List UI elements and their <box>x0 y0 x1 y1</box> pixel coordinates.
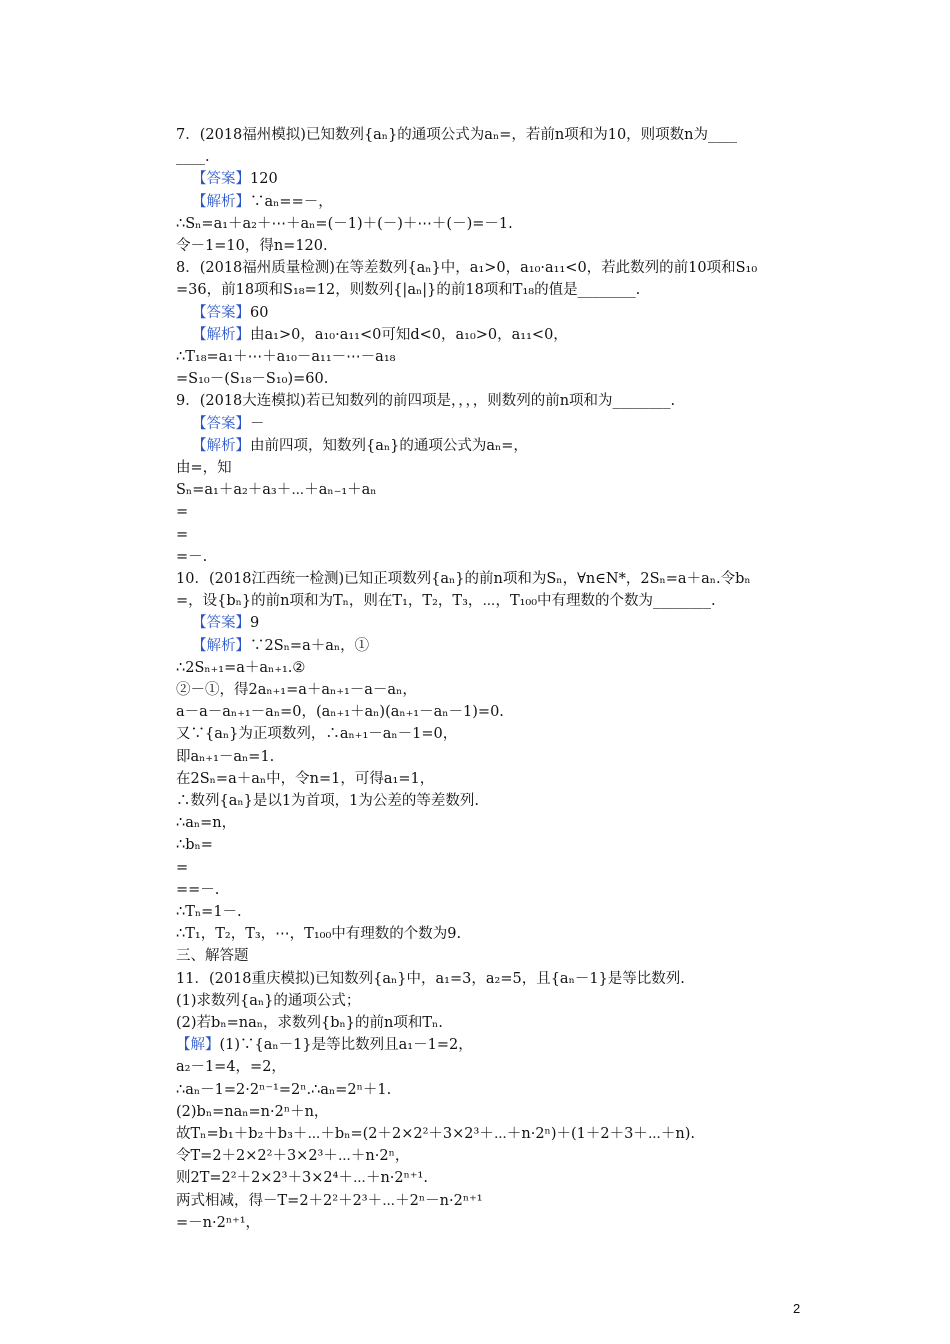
text-line <box>176 790 816 812</box>
line-text: = <box>176 504 189 521</box>
line-text: 又∵{aₙ}为正项数列，∴aₙ₊₁－aₙ－1=0， <box>176 726 458 743</box>
line-text: 9 <box>250 615 260 632</box>
text-line <box>176 124 816 146</box>
text-line <box>176 346 816 368</box>
line-text: 120 <box>250 171 278 188</box>
text-line <box>176 479 816 501</box>
text-line <box>176 235 816 257</box>
text-line <box>176 1212 816 1234</box>
text-line <box>176 1190 816 1212</box>
line-text: 令T=2＋2×2²＋3×2³＋⋯＋n·2ⁿ， <box>176 1148 410 1165</box>
line-text: ∵aₙ==－， <box>250 193 333 210</box>
line-text: ==－. <box>176 881 220 898</box>
text-line <box>176 812 816 834</box>
line-text: 在2Sₙ=a＋aₙ中，令n=1，可得a₁=1， <box>176 770 435 787</box>
text-line <box>176 657 816 679</box>
text-line <box>176 213 816 235</box>
text-line <box>176 834 816 856</box>
line-text: 8．(2018福州质量检测)在等差数列{aₙ}中，a₁>0，a₁₀·a₁₁<0，若此数列的前10项和S₁₀ <box>176 260 758 277</box>
line-text: 由前四项，知数列{aₙ}的通项公式为aₙ=， <box>250 437 528 454</box>
line-text: ∴2Sₙ₊₁=a＋aₙ₊₁.② <box>176 659 306 676</box>
line-text: = <box>176 859 189 876</box>
line-text: ∴T₁，T₂，T₃，⋯，T₁₀₀中有理数的个数为9. <box>176 926 462 943</box>
text-line <box>176 945 816 967</box>
line-text: 60 <box>250 304 269 321</box>
text-line <box>176 679 816 701</box>
text-line <box>176 901 816 923</box>
text-line <box>176 1056 816 1078</box>
line-text: (2)bₙ=naₙ=n·2ⁿ＋n， <box>176 1103 329 1120</box>
text-line <box>176 1123 816 1145</box>
line-text: =36，前18项和S₁₈=12，则数列{|aₙ|}的前18项和T₁₈的值是________. <box>176 282 641 299</box>
text-line <box>176 768 816 790</box>
text-line <box>176 1101 816 1123</box>
line-text: 11．(2018重庆模拟)已知数列{aₙ}中，a₁=3，a₂=5，且{aₙ－1}是等比数列. <box>176 970 685 987</box>
text-line <box>176 968 816 990</box>
line-text: 9．(2018大连模拟)若已知数列的前四项是，，，，则数列的前n项和为________. <box>176 393 676 410</box>
line-text: = <box>176 526 189 543</box>
text-line <box>176 590 816 612</box>
text-line <box>192 413 832 435</box>
line-text: 故Tₙ=b₁＋b₂＋b₃＋⋯＋bₙ=(2＋2×2²＋3×2³＋⋯＋n·2ⁿ)＋(1＋2＋3＋⋯＋n). <box>176 1126 695 1142</box>
text-line <box>176 1012 816 1034</box>
text-line <box>192 612 832 634</box>
line-text: a₂－1=4，=2， <box>176 1059 286 1076</box>
text-line <box>176 857 816 879</box>
line-text: =，设{bₙ}的前n项和为Tₙ，则在T₁，T₂，T₃，⋯，T₁₀₀中有理数的个数为________. <box>176 593 716 610</box>
text-line <box>176 390 816 412</box>
line-text: 三、解答题 <box>176 948 249 965</box>
section-tag: 【解析】 <box>192 326 250 343</box>
text-line <box>176 568 816 590</box>
line-text: － <box>250 415 265 432</box>
section-tag: 【解】 <box>176 1037 220 1054</box>
line-text: 7．(2018福州模拟)已知数列{aₙ}的通项公式为aₙ=，若前n项和为10，则项数n为____ <box>176 127 738 143</box>
line-text: =－n·2ⁿ⁺¹， <box>176 1214 261 1231</box>
text-line <box>176 1034 816 1056</box>
line-text: ∵2Sₙ=a＋aₙ，① <box>250 637 370 654</box>
section-tag: 【答案】 <box>192 304 250 321</box>
text-line <box>176 1145 816 1167</box>
line-text: ②－①，得2aₙ₊₁=a＋aₙ₊₁－a－aₙ， <box>176 682 417 698</box>
text-line <box>192 635 832 657</box>
line-text: =－. <box>176 548 208 565</box>
text-line <box>192 324 832 346</box>
text-line <box>176 990 816 1012</box>
section-tag: 【解析】 <box>192 437 250 454</box>
line-text: (2)若bₙ=naₙ，求数列{bₙ}的前n项和Tₙ. <box>176 1015 443 1031</box>
line-text: ∴aₙ－1=2·2ⁿ⁻¹=2ⁿ.∴aₙ=2ⁿ＋1. <box>176 1081 392 1098</box>
text-line <box>176 368 816 390</box>
text-line <box>192 191 832 213</box>
text-line <box>176 279 816 301</box>
line-text: (1)求数列{aₙ}的通项公式； <box>176 992 361 1009</box>
section-tag: 【解析】 <box>192 193 250 210</box>
text-line <box>176 923 816 945</box>
text-line <box>176 879 816 901</box>
line-text: ∴Tₙ=1－. <box>176 904 242 920</box>
line-text: 令－1=10，得n=120. <box>176 238 328 254</box>
line-text: 则2T=2²＋2×2³＋3×2⁴＋⋯＋n·2ⁿ⁺¹. <box>176 1170 428 1187</box>
text-line <box>176 1167 816 1189</box>
line-text: ∴bₙ= <box>176 837 213 854</box>
text-line <box>176 457 816 479</box>
line-text: 由=，知 <box>176 460 232 476</box>
line-text: ∴aₙ=n， <box>176 815 237 832</box>
section-tag: 【答案】 <box>192 415 250 432</box>
line-text: 10．(2018江西统一检测)已知正项数列{aₙ}的前n项和为Sₙ，∀n∈N*，2Sₙ=a＋aₙ.令bₙ <box>176 571 751 587</box>
line-text: =S₁₀－(S₁₈－S₁₀)=60. <box>176 371 329 388</box>
line-text: ∴Sₙ=a₁＋a₂＋⋯＋aₙ=(－1)＋(－)＋⋯＋(－)=－1. <box>176 215 513 232</box>
page-number: 2 <box>793 1301 801 1316</box>
line-text: 由a₁>0，a₁₀·a₁₁<0可知d<0，a₁₀>0，a₁₁<0， <box>250 326 568 343</box>
line-text: a－a－aₙ₊₁－aₙ=0，(aₙ₊₁＋aₙ)(aₙ₊₁－aₙ－1)=0. <box>176 704 504 721</box>
section-tag: 【答案】 <box>192 171 250 188</box>
line-text: 即aₙ₊₁－aₙ=1. <box>176 748 275 765</box>
line-text: ____. <box>176 149 210 166</box>
section-tag: 【解析】 <box>192 637 250 654</box>
line-text: ∴数列{aₙ}是以1为首项，1为公差的等差数列. <box>176 793 479 809</box>
text-line <box>192 168 832 190</box>
text-line <box>176 501 816 523</box>
text-line <box>176 257 816 279</box>
line-text: (1)∵{aₙ－1}是等比数列且a₁－1=2， <box>219 1037 473 1054</box>
text-line <box>192 302 832 324</box>
text-line <box>176 1079 816 1101</box>
text-line <box>176 524 816 546</box>
text-line <box>176 746 816 768</box>
line-text: 两式相减，得－T=2＋2²＋2³＋⋯＋2ⁿ－n·2ⁿ⁺¹ <box>176 1192 483 1209</box>
text-line <box>176 546 816 568</box>
text-line <box>192 435 832 457</box>
text-line <box>176 723 816 745</box>
section-tag: 【答案】 <box>192 615 250 632</box>
text-line <box>176 146 816 168</box>
line-text: Sₙ=a₁＋a₂＋a₃＋⋯＋aₙ₋₁＋aₙ <box>176 482 377 499</box>
text-line <box>176 701 816 723</box>
line-text: ∴T₁₈=a₁＋⋯＋a₁₀－a₁₁－⋯－a₁₈ <box>176 349 396 365</box>
